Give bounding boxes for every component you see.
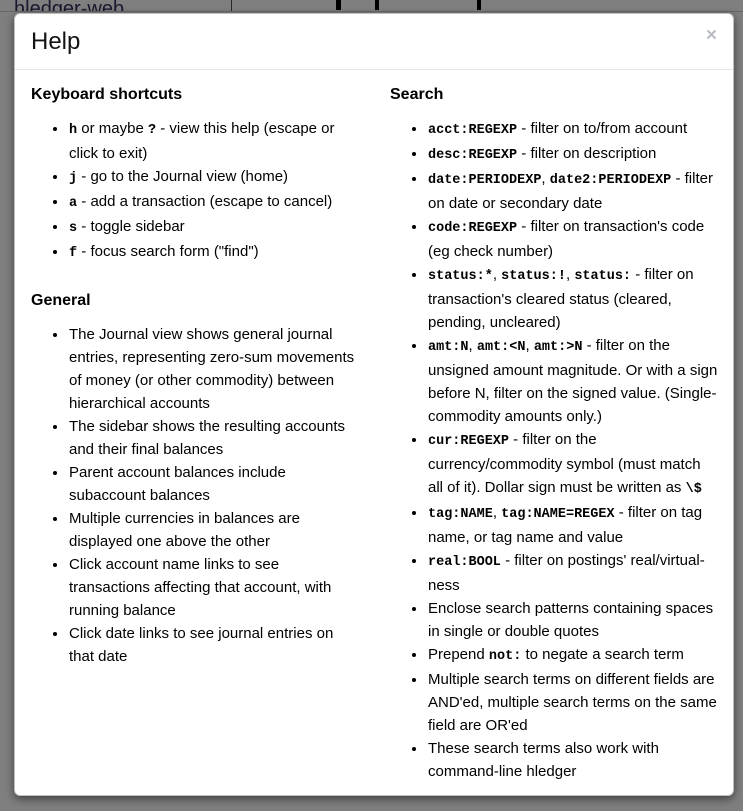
list-item: • tag:NAME, tag:NAME=REGEX - filter on tag name, or tag name and value [427,501,718,549]
list-item: • The sidebar shows the resulting accounts and their final balances [68,415,359,461]
list-item: • Enclose search patterns containing spaces in single or double quotes [427,597,718,643]
list-item: • Multiple currencies in balances are displayed one above the other [68,507,359,553]
list-item: • Prepend not: to negate a search term [427,643,718,668]
list-item: • status:*, status:!, status: - filter on transaction's cleared status (cleared, pending, uncleared) [427,263,718,334]
code-term: status:* [428,269,493,284]
section-heading: Search [390,86,444,103]
list-item: • These search terms also work with command-line hledger [427,737,718,783]
list-item: • Multiple search terms on different fields are AND'ed, multiple search terms on the same field are OR'ed [427,668,718,737]
code-term: real:BOOL [428,555,501,570]
code-term: amt:N [428,340,469,355]
code-term: cur:REGEXP [428,434,510,449]
code-term: desc:REGEXP [428,148,518,163]
help-modal [14,13,734,796]
list-item: • Parent account balances include subaccount balances [68,461,359,507]
code-term: j [69,171,78,186]
code-term: \$ [685,482,702,497]
code-term: code:REGEXP [428,221,518,236]
list-item: • The Journal view shows general journal entries, representing zero-sum movements of money (or other commodity) between hierarchical accounts [68,323,359,415]
section-list [31,323,359,668]
code-term: amt:<N [476,340,526,355]
list-item: • Click date links to see journal entries on that date [68,622,359,668]
code-term: date2:PERIODEXP [549,173,672,188]
code-term: date:PERIODEXP [428,173,542,188]
code-term: status:! [501,269,566,284]
list-item: • acct:REGEXP - filter on to/from account [427,117,718,142]
list-item: • f - focus search form ("find") [68,240,359,265]
list-item: • a - add a transaction (escape to cancel) [68,190,359,215]
list-item: • desc:REGEXP - filter on description [427,142,718,167]
list-item: • Click account name links to see transactions affecting that account, with running balance [68,553,359,622]
left-column [15,83,374,791]
list-item: • j - go to the Journal view (home) [68,165,359,190]
code-term: s [69,221,78,236]
list-item: • date:PERIODEXP, date2:PERIODEXP - filter on date or secondary date [427,167,718,215]
section-list [390,117,718,783]
section-list [31,117,359,265]
code-term: f [69,246,78,261]
list-item: • amt:N, amt:<N, amt:>N - filter on the unsigned amount magnitude. Or with a sign before N, filter on the signed value. (Single-commodity amounts only.) [427,334,718,428]
list-item: • code:REGEXP - filter on transaction's code (eg check number) [427,215,718,263]
code-term: h [69,123,78,138]
code-term: tag:NAME [428,507,493,522]
list-item: • cur:REGEXP - filter on the currency/commodity symbol (must match all of it). Dollar sign must be written as \$ [427,428,718,501]
code-term: amt:>N [533,340,583,355]
code-term: not: [488,649,522,664]
modal-header [15,14,733,70]
code-term: status: [574,269,632,284]
close-icon[interactable]: × [705,25,717,46]
code-term: ? [147,123,157,138]
modal-title: Help [31,28,81,55]
section-heading: General [31,292,91,309]
list-item: • real:BOOL - filter on postings' real/virtual-ness [427,549,718,597]
right-column [374,83,733,791]
list-item: • s - toggle sidebar [68,215,359,240]
code-term: tag:NAME=REGEX [501,507,615,522]
list-item: • h or maybe ? - view this help (escape or click to exit) [68,117,359,165]
modal-body [15,70,733,796]
section-heading: Keyboard shortcuts [31,86,183,103]
code-term: a [69,196,78,211]
code-term: acct:REGEXP [428,123,518,138]
